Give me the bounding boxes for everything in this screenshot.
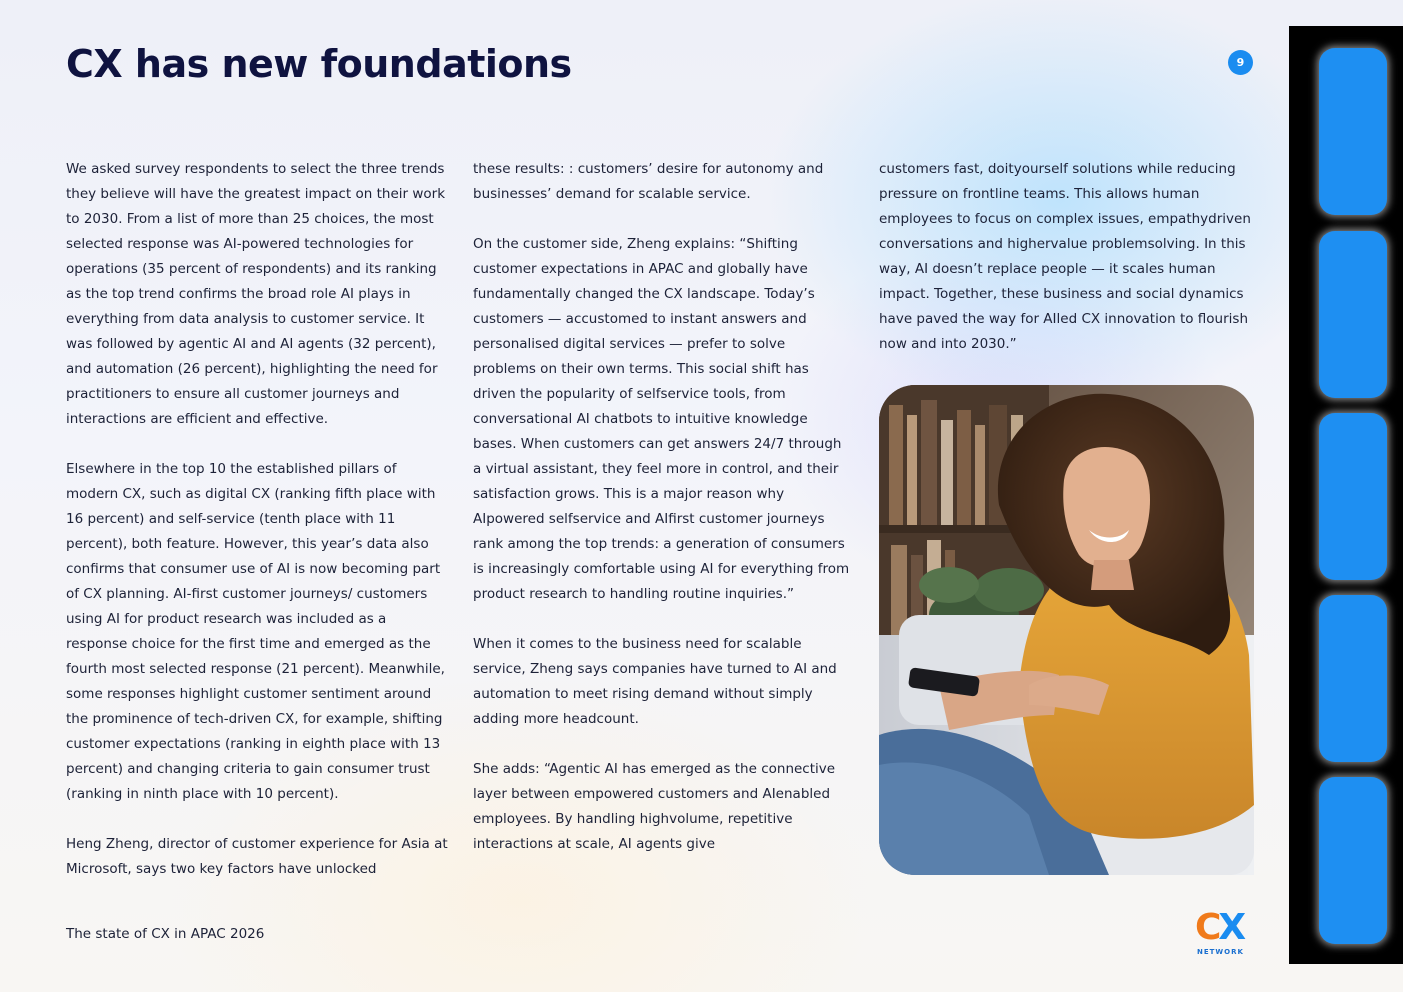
text-column-2 [473, 157, 851, 882]
side-tab-4[interactable] [1319, 595, 1387, 762]
side-tab-5[interactable] [1319, 777, 1387, 944]
paragraph: customers fast, doityourself solutions while reducing pressure on frontline teams. This allows human employees to focus on complex issues, empathydriven conversations and highervalue problemsolving. In this way, AI doesn’t replace people — it scales human impact. Together, these business and social dynamics have paved the way for AIled CX innovation to flourish now and into 2030.” [879, 161, 1251, 352]
paragraph: Heng Zheng, director of customer experience for Asia at Microsoft, says two key factors have unlocked [66, 836, 448, 877]
paragraph: We asked survey respondents to select the three trends they believe will have the greatest impact on their work to 2030. From a list of more than 25 choices, the most selected response was AI-powered technologies for operations (35 percent of respondents) and its ranking as the top trend confirms the broad role AI plays in everything from data analysis to customer service. It was followed by agentic AI and AI agents (32 percent), and automation (26 percent), highlighting the need for practitioners to ensure all customer journeys and interactions are efficient and effective. [66, 161, 446, 427]
paragraph: She adds: “Agentic AI has emerged as the connective layer between empowered customers and AIenabled employees. By handling highvolume, repetitive interactions at scale, AI agents give [473, 761, 836, 852]
side-tab-1[interactable] [1319, 48, 1387, 215]
paragraph: Elsewhere in the top 10 the established pillars of modern CX, such as digital CX (ranking fifth place with 16 percent) and self-service (tenth place with 11 percent), both feature. However, this year’s data also confirms that consumer use of AI is now becoming part of CX planning. AI-first customer journeys/ customers using AI for product research was included as a response choice for the first time and emerged as the fourth most selected response (21 percent). Meanwhile, some responses highlight customer sentiment around the prominence of tech-driven CX, for example, shifting customer expectations (ranking in eighth place with 13 percent) and changing criteria to gain consumer trust (ranking in ninth place with 10 percent). [66, 461, 445, 802]
cx-network-logo: CX NETWORK [1195, 907, 1244, 956]
side-tab-3[interactable] [1319, 413, 1387, 580]
text-column-1 [66, 157, 448, 907]
footer-publication-title: The state of CX in APAC 2026 [66, 926, 265, 942]
page-number-badge: 9 [1228, 50, 1253, 75]
page-title: CX has new foundations [66, 42, 572, 86]
side-tab-2[interactable] [1319, 231, 1387, 398]
text-column-3 [879, 157, 1264, 382]
paragraph: On the customer side, Zheng explains: “Shifting customer expectations in APAC and globally have fundamentally changed the CX landscape. Today’s customers — accustomed to instant answers and personalised digital services — prefer to solve problems on their own terms. This social shift has driven the popularity of selfservice tools, from conversational AI chatbots to intuitive knowledge bases. When customers can get answers 24/7 through a virtual assistant, they feel more in control, and their satisfaction grows. This is a major reason why AIpowered selfservice and AIfirst customer journeys rank among the top trends: a generation of consumers is increasingly comfortable using AI for everything from product research to handling routine inquiries.” [473, 236, 850, 602]
paragraph: these results: : customers’ desire for autonomy and businesses’ demand for scalable service. [473, 161, 824, 202]
paragraph: When it comes to the business need for scalable service, Zheng says companies have turned to AI and automation to meet rising demand without simply adding more headcount. [473, 636, 837, 727]
woman-with-phone-photo [879, 385, 1254, 875]
